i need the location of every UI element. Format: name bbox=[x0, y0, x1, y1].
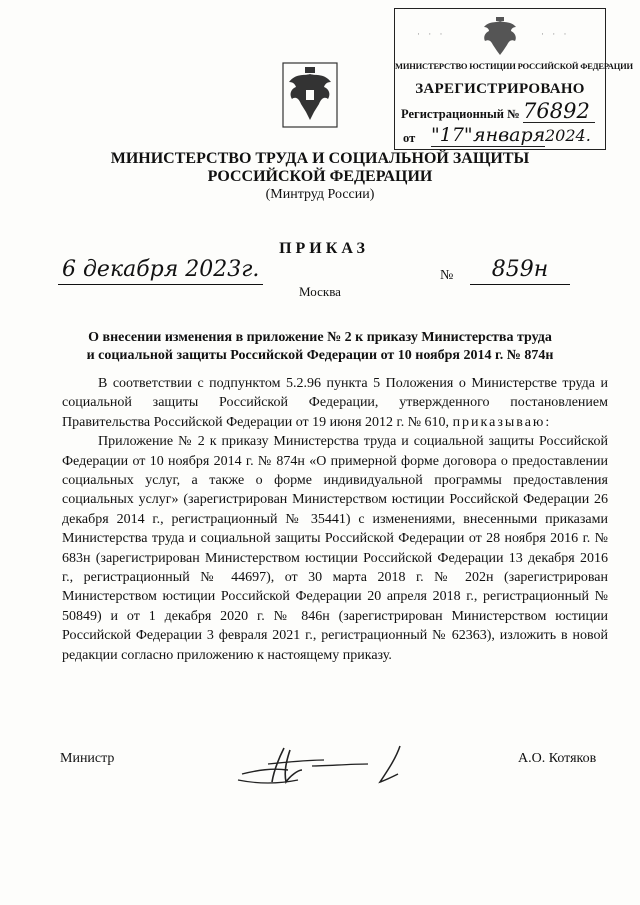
stamp-reg-number: 76892 bbox=[523, 100, 595, 123]
order-date: 6 декабря 2023г. bbox=[58, 256, 263, 285]
stamp-date-month: января bbox=[473, 124, 546, 146]
ministry-short-name: (Минтруд России) bbox=[265, 187, 375, 202]
body-paragraph-1-command: приказываю: bbox=[452, 414, 552, 430]
order-number: 859н bbox=[470, 256, 570, 285]
coat-of-arms-icon bbox=[282, 62, 338, 128]
signatory-name: А.О. Котяков bbox=[518, 751, 597, 766]
body-paragraph-1 bbox=[62, 374, 608, 432]
stamp-emblem-icon bbox=[475, 15, 525, 59]
registration-stamp bbox=[394, 8, 633, 150]
stamp-date-from: от bbox=[403, 131, 416, 145]
stamp-dots-left: · · · bbox=[417, 29, 446, 39]
stamp-reg-label: Регистрационный № bbox=[401, 107, 520, 121]
stamp-date-year: 2024. bbox=[545, 126, 591, 145]
body-paragraph-1-text: В соответствии с подпунктом 5.2.96 пункта 5 Положения о Министерстве труда и социальной защиты Российской Федерации, утвержденного постановлением Правительства Российской Федерации от 19 июня 2012 г. № 610, bbox=[62, 376, 608, 430]
stamp-status: ЗАРЕГИСТРИРОВАНО bbox=[415, 81, 585, 97]
stamp-dots-right: · · · bbox=[541, 29, 570, 39]
order-body bbox=[62, 374, 608, 665]
order-number-label: № bbox=[440, 268, 454, 283]
body-paragraph-2: Приложение № 2 к приказу Министерства труда и социальной защиты Российской Федерации от 10 ноября 2014 г. № 874н «О примерной форме договора о предоставлении социальных услуг, а также о форме индивидуальной программы предоставления социальных услуг» (зарегистрирован Министерством юстиции Российской Федерации 26 декабря 2014 г., регистрационный № 35441) с изменениями, внесенными приказами Министерства труда и социальной защиты Российской Федерации от 28 ноября 2016 г. № 683н (зарегистрирован Министерством юстиции Российской Федерации 13 декабря 2016 г., регистрационный № 44697), от 30 марта 2018 г. № 202н (зарегистрирован Министерством юстиции Российской Федерации 20 апреля 2018 г., регистрационный № 50849) и от 1 декабря 2020 г. № 846н (зарегистрирован Министерством юстиции Российской Федерации 3 февраля 2021 г., регистрационный № 62363), изложить в новой редакции согласно приложению к настоящему приказу. bbox=[62, 434, 608, 663]
subject-line2: и социальной защиты Российской Федерации от 10 ноября 2014 г. № 874н bbox=[86, 348, 554, 363]
subject-line1: О внесении изменения в приложение № 2 к приказу Министерства труда bbox=[88, 330, 552, 345]
ministry-name-line1: МИНИСТЕРСТВО ТРУДА И СОЦИАЛЬНОЙ ЗАЩИТЫ bbox=[110, 150, 530, 167]
stamp-date-day: "17" bbox=[431, 124, 473, 146]
signatory-title: Министр bbox=[60, 751, 115, 766]
order-title: ПРИКАЗ bbox=[279, 240, 369, 257]
order-city: Москва bbox=[299, 284, 341, 299]
ministry-name-line2: РОССИЙСКОЙ ФЕДЕРАЦИИ bbox=[207, 168, 433, 185]
stamp-ministry: МИНИСТЕРСТВО ЮСТИЦИИ РОССИЙСКОЙ ФЕДЕРАЦИИ bbox=[395, 61, 633, 71]
handwritten-signature-icon bbox=[228, 740, 428, 790]
